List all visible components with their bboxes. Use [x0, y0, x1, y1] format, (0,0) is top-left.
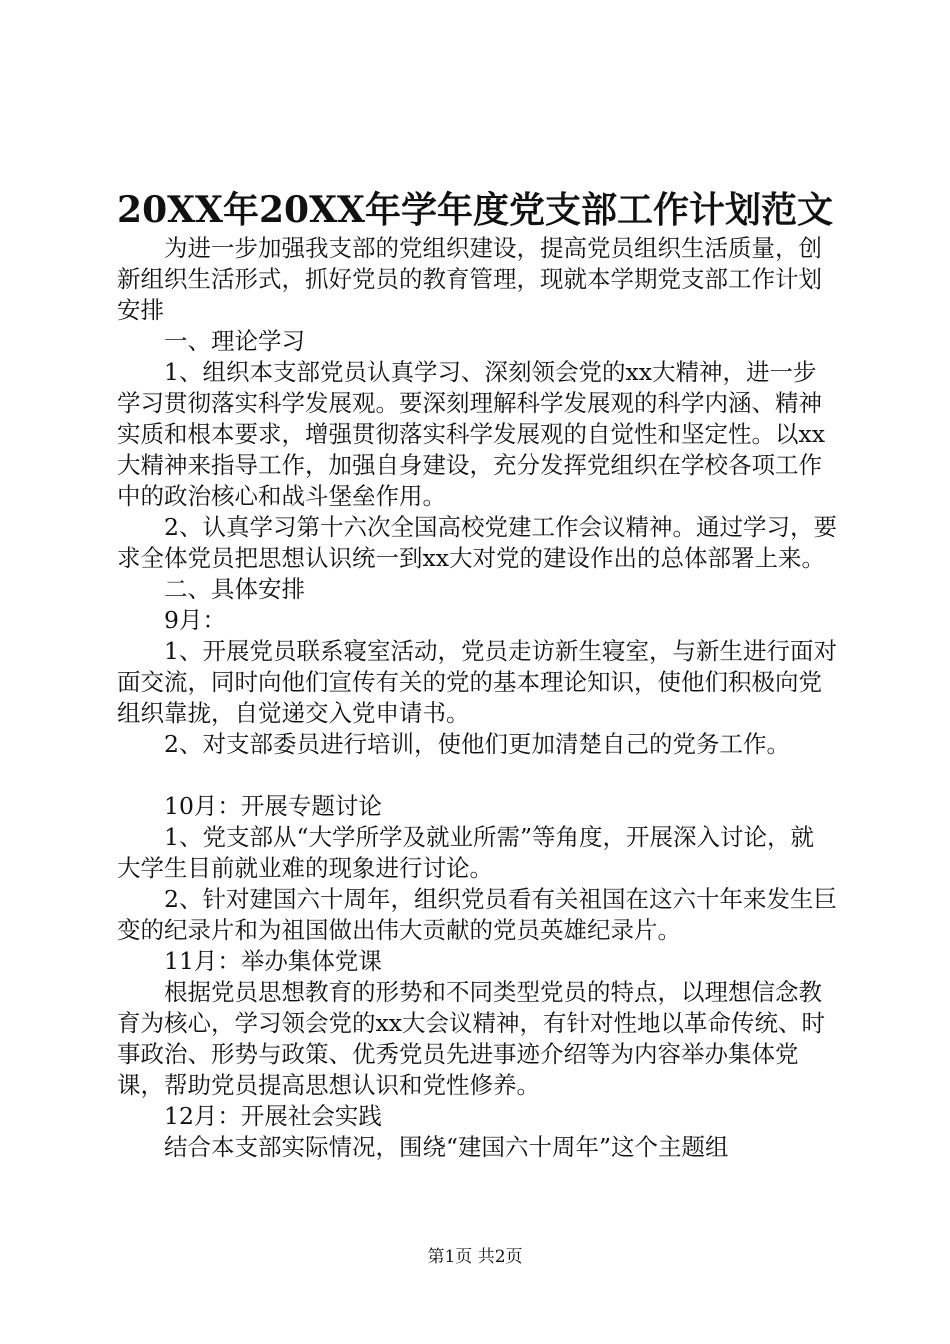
section-heading-theory: 一、理论学习: [164, 327, 305, 355]
month-heading-december: 12月：开展社会实践: [164, 1102, 382, 1130]
document-title: 20XX年20XX年学年度党支部工作计划范文: [117, 189, 833, 231]
paragraph-intro: 为进一步加强我支部的党组织建设，提高党员组织生活质量，创新组织生活形式，抓好党员的教育管理，现就本学期党支部工作计划安排: [117, 234, 822, 324]
paragraph-december-1: 结合本支部实际情况，围绕“建国六十周年”这个主题组: [164, 1133, 729, 1161]
paragraph-theory-2: 2、认真学习第十六次全国高校党建工作会议精神。通过学习，要求全体党员把思想认识统一到xx大对党的建设作出的总体部署上来。: [117, 513, 837, 572]
month-heading-november: 11月：举办集体党课: [164, 947, 382, 975]
month-heading-october: 10月：开展专题讨论: [164, 792, 382, 820]
month-heading-september: 9月：: [164, 606, 226, 634]
section-heading-arrangement: 二、具体安排: [164, 575, 305, 603]
paragraph-september-1: 1、开展党员联系寝室活动，党员走访新生寝室，与新生进行面对面交流，同时向他们宣传有关的党的基本理论知识，使他们积极向党组织靠拢，自觉递交入党申请书。: [117, 637, 837, 727]
paragraph-september-2: 2、对支部委员进行培训，使他们更加清楚自己的党务工作。: [164, 730, 790, 758]
page-number-footer: 第1页 共2页: [427, 1247, 523, 1267]
document-body: [117, 233, 837, 1163]
paragraph-theory-1: 1、组织本支部党员认真学习、深刻领会党的xx大精神，进一步学习贯彻落实科学发展观。要深刻理解科学发展观的科学内涵、精神实质和根本要求，增强贯彻落实科学发展观的自觉性和坚定性。以xx大精神来指导工作，加强自身建设，充分发挥党组织在学校各项工作中的政治核心和战斗堡垒作用。: [117, 358, 826, 510]
paragraph-november-1: 根据党员思想教育的形势和不同类型党员的特点，以理想信念教育为核心，学习领会党的xx大会议精神，有针对性地以革命传统、时事政治、形势与政策、优秀党员先进事迹介绍等为内容举办集体党课，帮助党员提高思想认识和党性修养。: [117, 978, 826, 1099]
paragraph-october-1: 1、党支部从“大学所学及就业所需”等角度，开展深入讨论，就大学生目前就业难的现象进行讨论。: [117, 823, 814, 882]
paragraph-october-2: 2、针对建国六十周年，组织党员看有关祖国在这六十年来发生巨变的纪录片和为祖国做出伟大贡献的党员英雄纪录片。: [117, 885, 837, 944]
